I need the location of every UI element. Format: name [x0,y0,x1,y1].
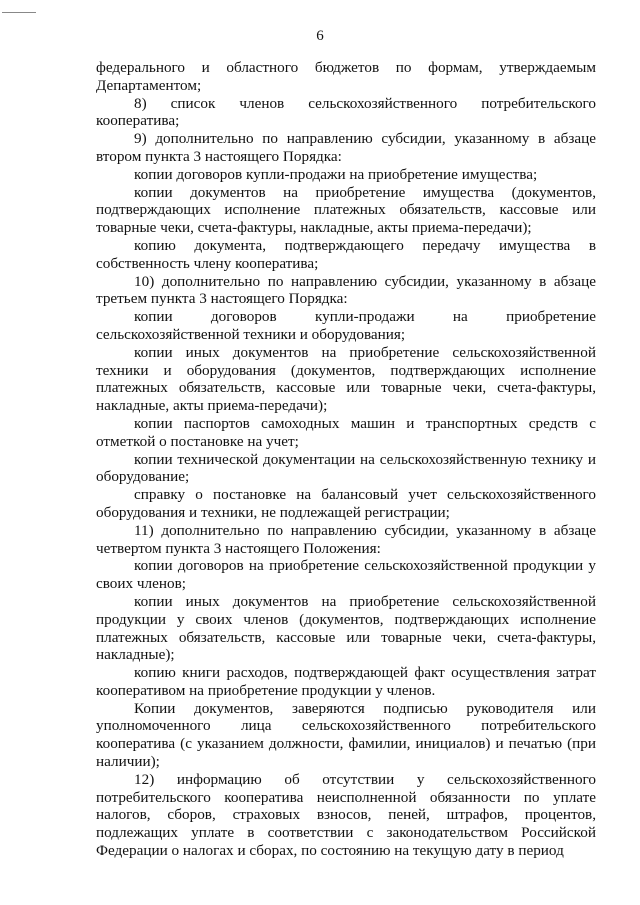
page-number: 6 [316,28,324,44]
paragraph-item-12: 12) информацию об отсутствии у сельскохозяйственного потребительского кооператива неисполненной обязанности по уплате налогов, сборов, страховых взносов, пеней, штрафов, процентов, подлежащих уплате в соответствии с законодательством Российской Федерации о налогах и сборах, по состоянию на текущую дату в период [96,770,596,860]
paragraph-machinery-documents: копии иных документов на приобретение сельскохозяйственной техники и оборудования (документов, подтверждающих исполнение платежных обязательств, кассовые или товарные чеки, счета-фактуры, накладные, акты приема-передачи); [96,343,596,415]
paragraph-machinery-contracts: копии договоров купли-продажи на приобретение сельскохозяйственной техники и оборудования; [96,308,596,343]
paragraph-budget-forms: федерального и областного бюджетов по формам, утверждаемым Департаментом; [96,59,596,94]
paragraph-balance-certificate: справку о постановке на балансовый учет сельскохозяйственного оборудования и техники, не подлежащей регистрации; [96,486,596,521]
paragraph-produce-contracts: копии договоров на приобретение сельскохозяйственной продукции у своих членов; [96,557,596,593]
paragraph-item-9: 9) дополнительно по направлению субсидии, указанному в абзаце втором пункта 3 настоящего Порядка: [96,130,596,165]
document-body [96,59,596,860]
paragraph-expense-book: копию книги расходов, подтверждающей факт осуществления затрат кооперативом на приобретение продукции у членов. [96,664,596,699]
paragraph-vehicle-passports: копии паспортов самоходных машин и транспортных средств с отметкой о постановке на учет; [96,414,596,450]
paragraph-produce-documents: копии иных документов на приобретение сельскохозяйственной продукции у своих членов (документов, подтверждающих исполнение платежных обязательств, кассовые или товарные чеки, счета-фактуры, накладные); [96,592,596,664]
paragraph-item-8: 8) список членов сельскохозяйственного потребительского кооператива; [96,94,596,130]
paragraph-item-10: 10) дополнительно по направлению субсидии, указанному в абзаце третьем пункта 3 настоящего Порядка: [96,272,596,308]
paragraph-technical-documentation: копии технической документации на сельскохозяйственную технику и оборудование; [96,450,596,486]
paragraph-property-documents: копии документов на приобретение имущества (документов, подтверждающих исполнение платежных обязательств, кассовые или товарные чеки, счета-фактуры, накладные, акты приема-передачи); [96,183,596,237]
paragraph-item-11: 11) дополнительно по направлению субсидии, указанному в абзаце четвертом пункта 3 настоящего Положения: [96,521,596,557]
paragraph-certification: Копии документов, заверяются подписью руководителя или уполномоченного лица сельскохозяйственного потребительского кооператива (с указанием должности, фамилии, инициалов) и печатью (при наличии); [96,699,596,771]
paragraph-transfer-document: копию документа, подтверждающего передачу имущества в собственность члену кооператива; [96,236,596,272]
paragraph-purchase-contracts: копии договоров купли-продажи на приобретение имущества; [134,165,538,183]
scan-edge-mark [2,12,36,13]
